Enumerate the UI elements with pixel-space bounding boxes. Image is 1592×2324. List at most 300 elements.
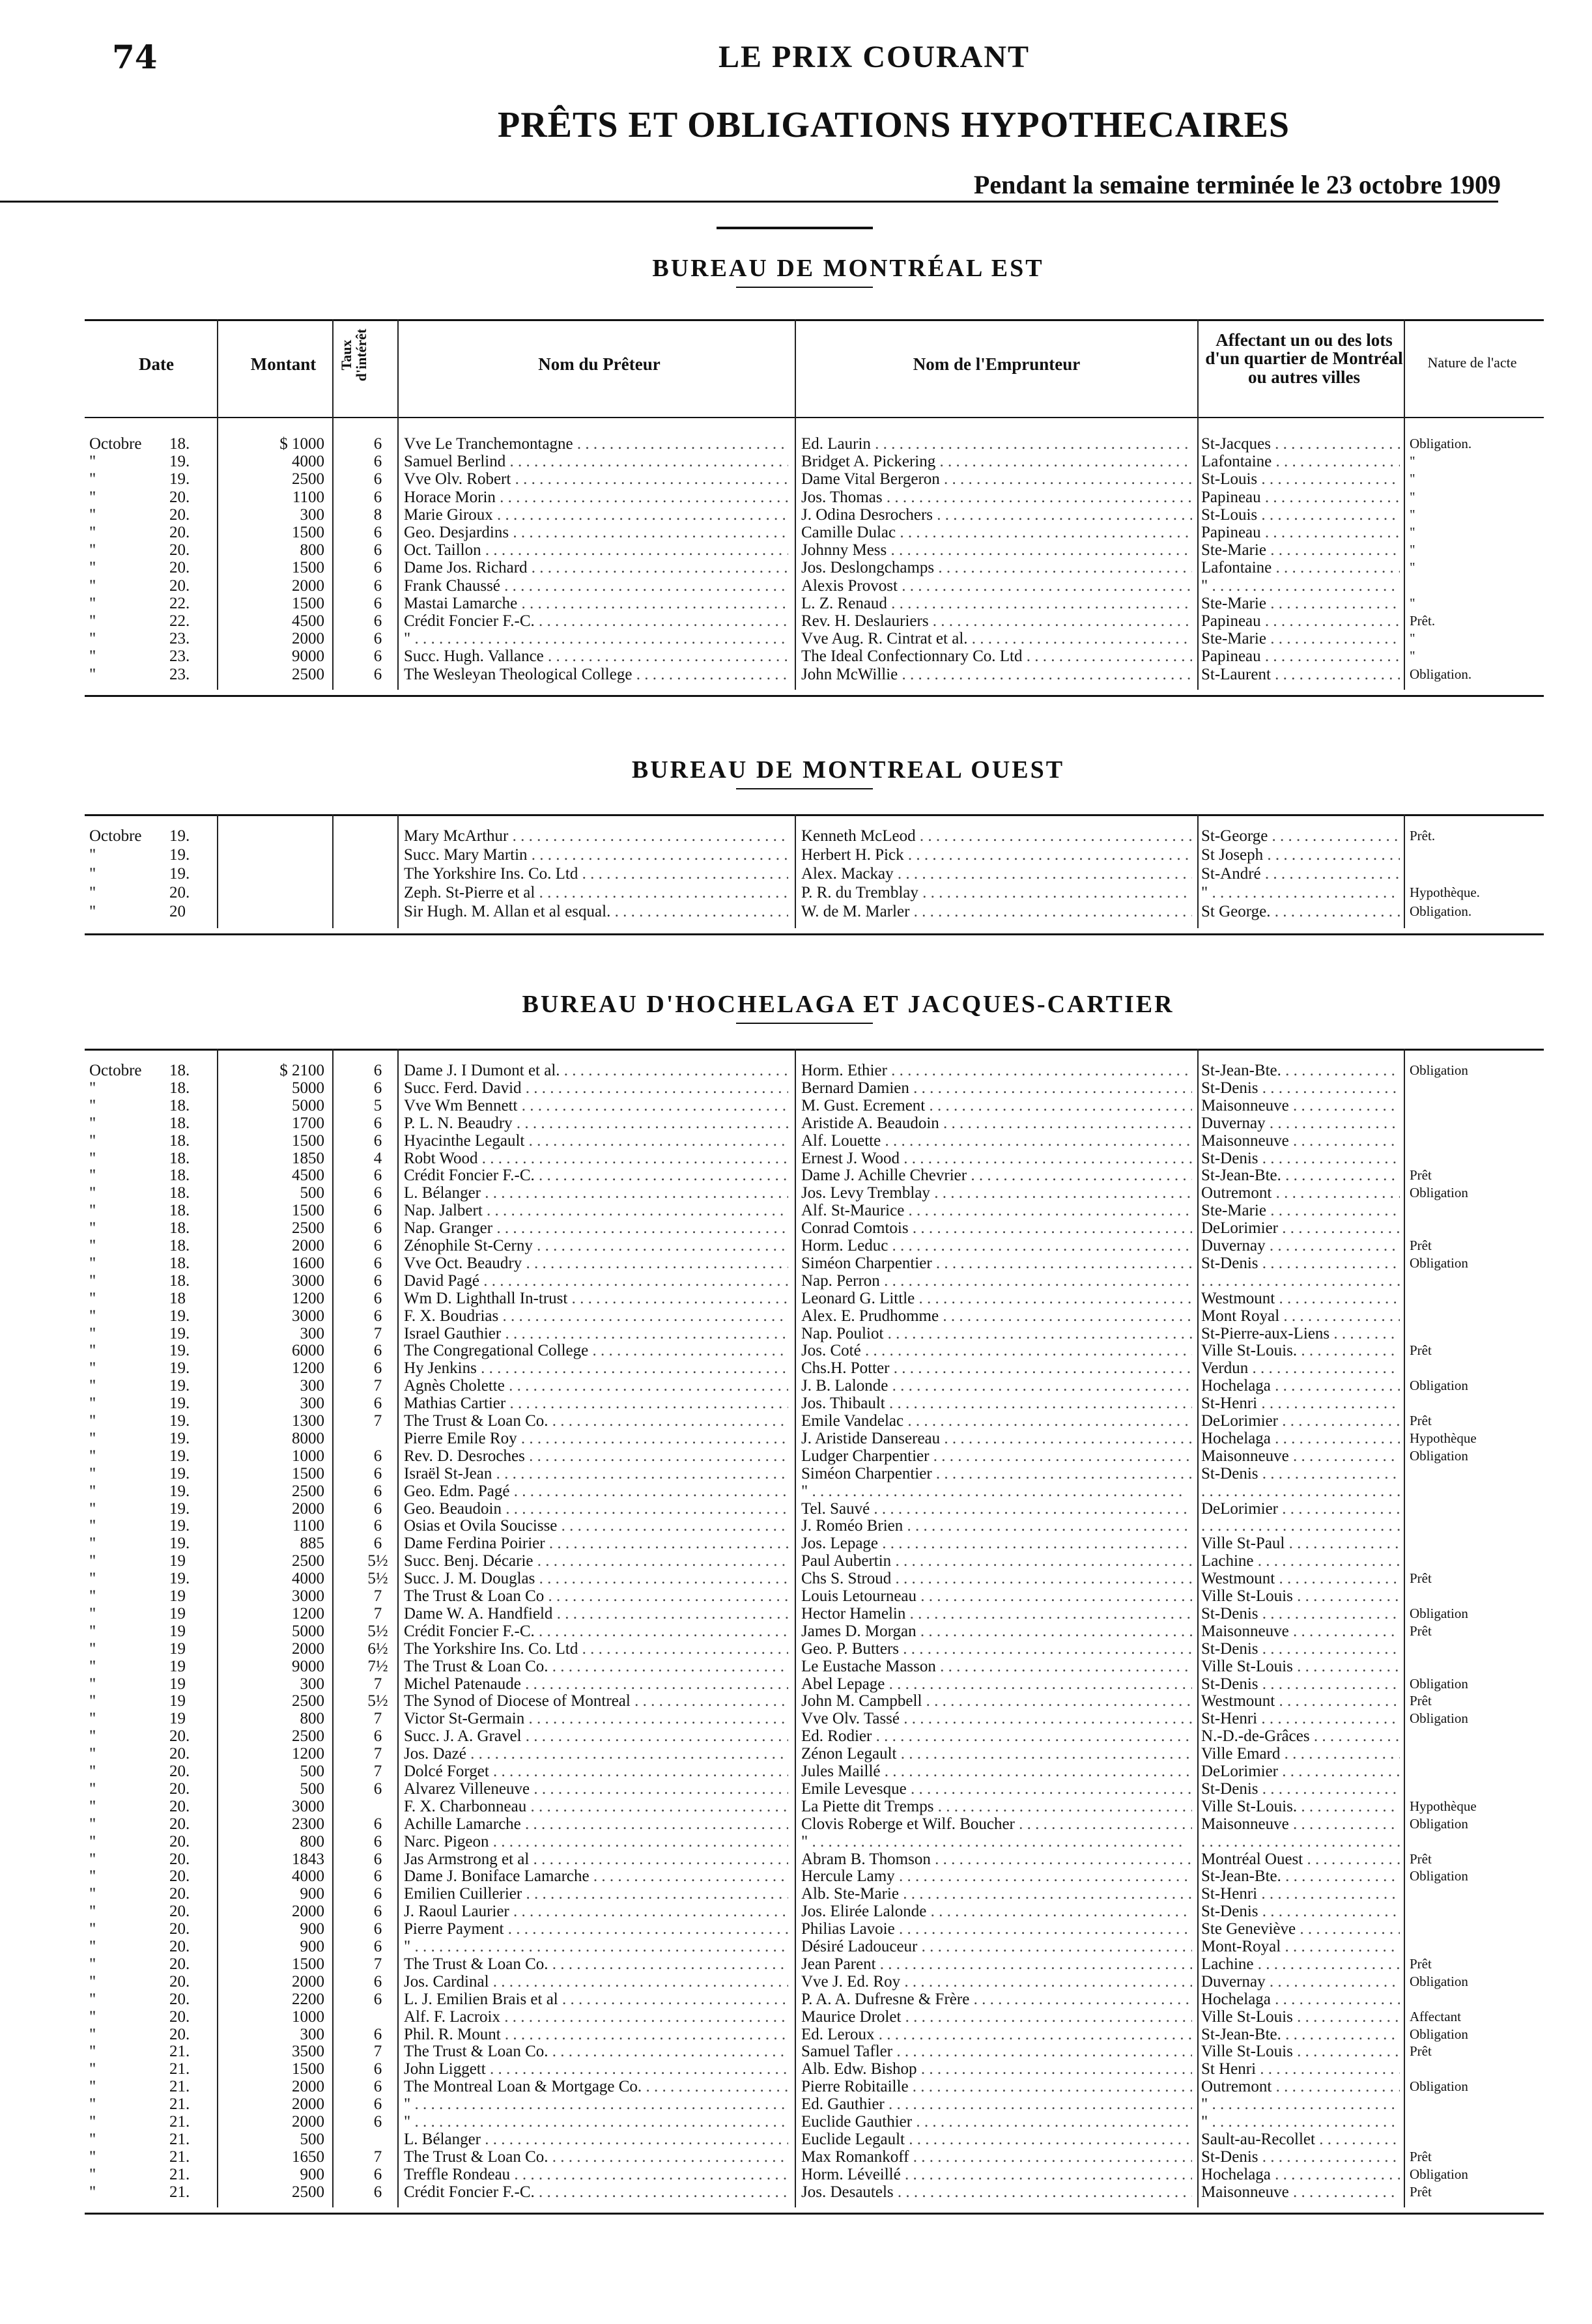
date-month: "	[89, 1675, 96, 1693]
lender-name: The Trust & Loan Co. . . .	[404, 2043, 788, 2060]
lender-name: Hyacinthe Legault . . .	[404, 1132, 788, 1150]
table-row	[0, 453, 1592, 470]
borrower-name: P. R. du Tremblay . . .	[801, 884, 1192, 901]
amount: 300	[300, 1395, 324, 1413]
lender-name: Marie Giroux . . .	[404, 506, 788, 524]
interest-rate: 7	[373, 2147, 382, 2166]
borrower-name: Ludger Charpentier . . .	[801, 1447, 1192, 1465]
date-month: "	[89, 1377, 96, 1395]
location: " . . .	[1201, 2095, 1400, 2113]
table-row	[0, 1412, 1592, 1430]
amount: 2000	[292, 1903, 324, 1921]
location: St-Henri . . .	[1201, 1885, 1400, 1903]
amount: 1500	[292, 2060, 324, 2078]
date-day: 20.	[169, 1815, 190, 1833]
borrower-name: Horm. Ethier . . .	[801, 1062, 1192, 1079]
table-row	[0, 506, 1592, 524]
interest-rate: 7	[373, 1763, 382, 1780]
borrower-name: Vve Olv. Tassé . . .	[801, 1710, 1192, 1727]
interest-rate: 6	[373, 435, 382, 453]
interest-rate: 5½	[367, 1570, 388, 1588]
date-day: 21.	[169, 2043, 190, 2061]
interest-rate: 6	[373, 1885, 382, 1903]
date-day: 21.	[169, 2130, 190, 2148]
deed-nature: Obligation	[1410, 1815, 1468, 1832]
lender-name: Zeph. St-Pierre et al . . .	[404, 884, 788, 901]
date-day: 19.	[169, 1377, 190, 1395]
date-day: 19	[169, 1639, 186, 1658]
amount: 9000	[292, 647, 324, 666]
interest-rate: 6	[373, 1920, 382, 1938]
table-row	[0, 1377, 1592, 1395]
lender-name: Dame Ferdina Poirier . . .	[404, 1535, 788, 1552]
table-row	[0, 1710, 1592, 1727]
interest-rate: 6	[373, 594, 382, 612]
borrower-name: Euclide Gauthier . . .	[801, 2113, 1192, 2131]
lender-name: The Trust & Loan Co . . .	[404, 1587, 788, 1605]
borrower-name: J. Odina Desrochers . . .	[801, 506, 1192, 524]
location: St-Jean-Bte. . . .	[1201, 1867, 1400, 1885]
borrower-name: The Ideal Confectionnary Co. Ltd . . .	[801, 647, 1192, 665]
amount: 4000	[292, 453, 324, 471]
borrower-name: Jos. Coté . . .	[801, 1342, 1192, 1359]
table-row	[0, 1535, 1592, 1552]
table-row	[0, 1920, 1592, 1938]
date-month: "	[89, 559, 96, 577]
amount: 900	[300, 2165, 324, 2183]
borrower-name: Aristide A. Beaudoin . . .	[801, 1114, 1192, 1132]
location: DeLorimier . . .	[1201, 1412, 1400, 1430]
borrower-name: Camille Dulac . . .	[801, 524, 1192, 541]
location: Maisonneuve . . .	[1201, 2183, 1400, 2201]
table-row	[0, 1605, 1592, 1623]
date-month: Octobre	[89, 435, 142, 453]
amount: 1700	[292, 1114, 324, 1132]
interest-rate: 6	[373, 1972, 382, 1991]
table-row	[0, 1885, 1592, 1903]
deed-nature: "	[1410, 471, 1415, 487]
date-month: "	[89, 1622, 96, 1640]
location: St Joseph . . .	[1201, 846, 1400, 864]
date-day: 20.	[169, 1797, 190, 1815]
table-row	[0, 1079, 1592, 1097]
interest-rate: 6	[373, 1727, 382, 1746]
lender-name: Samuel Berlind . . .	[404, 453, 788, 470]
table-row	[0, 865, 1592, 883]
date-day: 19	[169, 1710, 186, 1728]
deed-nature: "	[1410, 595, 1415, 611]
table-bottom-rule	[85, 933, 1544, 935]
location: " . . .	[1201, 577, 1400, 595]
date-month: "	[89, 1167, 96, 1185]
journal-title: LE PRIX COURANT	[718, 40, 1031, 74]
interest-rate: 6	[373, 647, 382, 666]
borrower-name: Jean Parent . . .	[801, 1955, 1192, 1973]
location: Lafontaine . . .	[1201, 559, 1400, 576]
borrower-name: Zénon Legault . . .	[801, 1745, 1192, 1763]
location: Maisonneuve . . .	[1201, 1815, 1400, 1833]
borrower-name: Horm. Léveillé . . .	[801, 2166, 1192, 2183]
interest-rate: 6	[373, 1271, 382, 1290]
location: Lafontaine . . .	[1201, 453, 1400, 470]
lender-name: Agnès Cholette . . .	[404, 1377, 788, 1395]
amount: 2000	[292, 2113, 324, 2131]
date-month: "	[89, 1552, 96, 1570]
location: Maisonneuve . . .	[1201, 1623, 1400, 1640]
location: " . . .	[1201, 884, 1400, 901]
borrower-name: Johnny Mess . . .	[801, 541, 1192, 559]
date-day: 20.	[169, 524, 190, 541]
location: St-Denis . . .	[1201, 1675, 1400, 1693]
table-row	[0, 1395, 1592, 1412]
amount: 2000	[292, 1499, 324, 1518]
amount: 1500	[292, 1131, 324, 1150]
interest-rate: 6	[373, 1307, 382, 1325]
amount: 900	[300, 1885, 324, 1903]
page-number: 74	[112, 38, 158, 76]
date-month: "	[89, 2113, 96, 2131]
deed-nature: Prêt	[1410, 1623, 1432, 1639]
borrower-name: Ed. Leroux . . .	[801, 2026, 1192, 2043]
date-month: "	[89, 1412, 96, 1430]
deed-nature: Obligation	[1410, 1675, 1468, 1692]
borrower-name: Maurice Drolet . . .	[801, 2008, 1192, 2026]
date-month: "	[89, 1254, 96, 1272]
location	[1201, 1833, 1400, 1850]
location: Ste-Marie . . .	[1201, 595, 1400, 612]
date-month: "	[89, 647, 96, 666]
borrower-name: J. Aristide Dansereau . . .	[801, 1430, 1192, 1447]
location: Papineau . . .	[1201, 612, 1400, 630]
date-day: 18.	[169, 1149, 190, 1167]
borrower-name: Vve Aug. R. Cintrat et al. . . .	[801, 630, 1192, 647]
interest-rate: 6	[373, 1237, 382, 1254]
date-month: "	[89, 1079, 96, 1097]
table-row	[0, 1640, 1592, 1658]
table-row	[0, 1973, 1592, 1991]
table-row	[0, 1307, 1592, 1325]
lender-name: Mathias Cartier . . .	[404, 1395, 788, 1412]
date-month: "	[89, 1184, 96, 1202]
table-row	[0, 2131, 1592, 2148]
date-month: "	[89, 1131, 96, 1150]
date-month: "	[89, 1482, 96, 1500]
interest-rate: 6	[373, 453, 382, 471]
amount: $ 2100	[279, 1062, 324, 1079]
location: St-Henri . . .	[1201, 1395, 1400, 1412]
table-row	[0, 559, 1592, 576]
lender-name: Hy Jenkins . . .	[404, 1359, 788, 1377]
lender-name: Geo. Beaudoin . . .	[404, 1500, 788, 1518]
date-month: "	[89, 1920, 96, 1938]
table-row	[0, 1114, 1592, 1132]
amount: 1200	[292, 1745, 324, 1763]
lender-name: Jas Armstrong et al . . .	[404, 1850, 788, 1868]
date-day: 18.	[169, 1096, 190, 1114]
date-month: "	[89, 1815, 96, 1833]
borrower-name: J. B. Lalonde . . .	[801, 1377, 1192, 1395]
borrower-name: Philias Lavoie . . .	[801, 1920, 1192, 1938]
interest-rate: 6	[373, 1359, 382, 1378]
location: St-Denis . . .	[1201, 1605, 1400, 1623]
date-month: "	[89, 576, 96, 595]
date-month: "	[89, 1710, 96, 1728]
amount: 300	[300, 1324, 324, 1342]
header-emprunteur: Nom de l'Emprunteur	[913, 354, 1081, 374]
date-day: 18.	[169, 1079, 190, 1097]
date-month: "	[89, 2043, 96, 2061]
lender-name: Succ. Hugh. Vallance . . .	[404, 647, 788, 665]
interest-rate: 6	[373, 1079, 382, 1097]
amount: 1650	[292, 2147, 324, 2166]
date-day: 19.	[169, 453, 190, 471]
deed-nature: Prêt	[1410, 1850, 1432, 1867]
date-day: 18.	[169, 1131, 190, 1150]
date-day: 20.	[169, 2007, 190, 2026]
interest-rate: 7	[373, 1587, 382, 1605]
date-month: "	[89, 1657, 96, 1675]
date-day: 20.	[169, 1867, 190, 1886]
date-day: 19.	[169, 865, 190, 883]
lender-name: Mastai Lamarche . . .	[404, 595, 788, 612]
borrower-name: L. Z. Renaud . . .	[801, 595, 1192, 612]
interest-rate: 6	[373, 488, 382, 506]
date-month: "	[89, 1237, 96, 1254]
header-bottom-rule	[85, 417, 1544, 418]
date-month: "	[89, 1289, 96, 1307]
lender-name: Victor St-Germain . . .	[404, 1710, 788, 1727]
table-row	[0, 1500, 1592, 1518]
date-month: "	[89, 541, 96, 560]
table-row	[0, 2113, 1592, 2131]
amount: 900	[300, 1938, 324, 1955]
lender-name: Frank Chaussé . . .	[404, 577, 788, 595]
borrower-name: W. de M. Marler . . .	[801, 903, 1192, 920]
borrower-name: Clovis Roberge et Wilf. Boucher . . .	[801, 1815, 1192, 1833]
interest-rate: 6	[373, 2095, 382, 2114]
amount: 1500	[292, 1955, 324, 1973]
location: St-George . . .	[1201, 827, 1400, 845]
date-day: 21.	[169, 2183, 190, 2201]
lender-name: Nap. Granger . . .	[404, 1219, 788, 1237]
location: St-Denis . . .	[1201, 1079, 1400, 1097]
date-month: "	[89, 1885, 96, 1903]
interest-rate: 6	[373, 2183, 382, 2201]
date-month: "	[89, 2025, 96, 2043]
amount: 300	[300, 1377, 324, 1395]
table-row	[0, 827, 1592, 845]
location: St-André . . .	[1201, 865, 1400, 883]
table-bottom-rule	[85, 2213, 1544, 2215]
deed-nature: Hypothèque	[1410, 1430, 1477, 1446]
amount: 2300	[292, 1815, 324, 1833]
deed-nature: Prêt	[1410, 1167, 1432, 1183]
lender-name: Dame J. Boniface Lamarche . . .	[404, 1867, 788, 1885]
lender-name: Narc. Pigeon . . .	[404, 1833, 788, 1850]
header-nature: Nature de l'acte	[1427, 354, 1517, 371]
table-row	[0, 2166, 1592, 2183]
interest-rate: 6	[373, 1289, 382, 1307]
lender-name: Alf. F. Lacroix . . .	[404, 2008, 788, 2026]
borrower-name: Jos. Lepage . . .	[801, 1535, 1192, 1552]
location: Mont Royal . . .	[1201, 1307, 1400, 1325]
date-day: 18.	[169, 1254, 190, 1272]
location: Ville St-Paul . . .	[1201, 1535, 1400, 1552]
table-row	[0, 1219, 1592, 1237]
date-month: "	[89, 2183, 96, 2201]
borrower-name: Louis Letourneau . . .	[801, 1587, 1192, 1605]
lender-name: Vve Olv. Robert . . .	[404, 470, 788, 488]
interest-rate: 6	[373, 1342, 382, 1360]
table-row	[0, 1833, 1592, 1850]
lender-name: Emilien Cuillerier . . .	[404, 1885, 788, 1903]
table-row	[0, 630, 1592, 647]
borrower-name: M. Gust. Ecrement . . .	[801, 1097, 1192, 1114]
amount: 2500	[292, 470, 324, 489]
location: Hochelaga . . .	[1201, 1430, 1400, 1447]
date-day: 21.	[169, 2060, 190, 2078]
deed-nature: Affectant	[1410, 2008, 1461, 2024]
location: Hochelaga . . .	[1201, 1377, 1400, 1395]
location: Outremont . . .	[1201, 1184, 1400, 1202]
interest-rate: 6	[373, 2025, 382, 2043]
date-month: "	[89, 1604, 96, 1623]
amount: 2000	[292, 630, 324, 648]
table-row	[0, 1675, 1592, 1693]
lender-name: L. Bélanger . . .	[404, 2131, 788, 2148]
location: Duvernay . . .	[1201, 1237, 1400, 1254]
amount: 1100	[292, 488, 324, 506]
deed-nature: Prêt	[1410, 2043, 1432, 2060]
borrower-name: Jos. Thibault . . .	[801, 1395, 1192, 1412]
date-month: "	[89, 1517, 96, 1535]
lender-name: The Montreal Loan & Mortgage Co. . . .	[404, 2078, 788, 2095]
date-month: "	[89, 1202, 96, 1220]
location: Westmount . . .	[1201, 1290, 1400, 1307]
borrower-name: Ernest J. Wood . . .	[801, 1150, 1192, 1167]
deed-nature: "	[1410, 542, 1415, 558]
lender-name: P. L. N. Beaudry . . .	[404, 1114, 788, 1132]
deed-nature: Prêt.	[1410, 613, 1436, 629]
borrower-name: John M. Campbell . . .	[801, 1692, 1192, 1710]
borrower-name: Pierre Robitaille . . .	[801, 2078, 1192, 2095]
lender-name: Nap. Jalbert . . .	[404, 1202, 788, 1219]
interest-rate: 7	[373, 1412, 382, 1430]
amount: 1500	[292, 559, 324, 577]
date-day: 19.	[169, 1570, 190, 1588]
deed-nature: Obligation	[1410, 1378, 1468, 1394]
table-row	[0, 1623, 1592, 1640]
date-month: "	[89, 1779, 96, 1798]
location: Duvernay . . .	[1201, 1114, 1400, 1132]
interest-rate: 4	[373, 1149, 382, 1167]
location: St-Denis . . .	[1201, 1150, 1400, 1167]
page-title: PRÊTS ET OBLIGATIONS HYPOTHECAIRES	[497, 105, 1290, 145]
deed-nature: Obligation	[1410, 2078, 1468, 2095]
lender-name: Treffle Rondeau . . .	[404, 2166, 788, 2183]
interest-rate: 6	[373, 1447, 382, 1465]
location: St-Jean-Bte. . . .	[1201, 1167, 1400, 1184]
amount: 1100	[292, 1517, 324, 1535]
table-bottom-rule	[85, 695, 1544, 697]
interest-rate: 7	[373, 1377, 382, 1395]
location: St-Louis . . .	[1201, 470, 1400, 488]
date-day: 19	[169, 1552, 186, 1570]
location	[1201, 1517, 1400, 1535]
date-day: 23.	[169, 647, 190, 666]
date-day: 19.	[169, 470, 190, 489]
location: St-Henri . . .	[1201, 1710, 1400, 1727]
amount: 2000	[292, 2078, 324, 2096]
interest-rate: 5½	[367, 1692, 388, 1710]
table-row	[0, 2148, 1592, 2166]
borrower-name: Alb. Ste-Marie . . .	[801, 1885, 1192, 1903]
table-row	[0, 1325, 1592, 1342]
lender-name: The Yorkshire Ins. Co. Ltd . . .	[404, 865, 788, 883]
table-row	[0, 1184, 1592, 1202]
table-row	[0, 1850, 1592, 1868]
table-top-rule	[85, 319, 1544, 321]
borrower-name: Siméon Charpentier . . .	[801, 1465, 1192, 1482]
lender-name: Geo. Desjardins . . .	[404, 524, 788, 541]
deed-nature: "	[1410, 489, 1415, 505]
table-row	[0, 1780, 1592, 1798]
date-day: 20.	[169, 559, 190, 577]
borrower-name: Emile Vandelac . . .	[801, 1412, 1192, 1430]
interest-rate: 6	[373, 541, 382, 560]
date-month: "	[89, 2165, 96, 2183]
amount: 1600	[292, 1254, 324, 1272]
table-row	[0, 612, 1592, 630]
table-row	[0, 2078, 1592, 2095]
borrower-name: Jos. Levy Tremblay . . .	[801, 1184, 1192, 1202]
interest-rate: 6	[373, 1202, 382, 1220]
interest-rate: 6	[373, 2165, 382, 2183]
deed-nature: Prêt	[1410, 1955, 1432, 1972]
location: Ste-Marie . . .	[1201, 630, 1400, 647]
date-day: 20.	[169, 1763, 190, 1780]
lender-name: Pierre Emile Roy . . .	[404, 1430, 788, 1447]
date-day: 20.	[169, 1727, 190, 1746]
date-month: "	[89, 1342, 96, 1360]
borrower-name: Alf. Louette . . .	[801, 1132, 1192, 1150]
amount: 500	[300, 1184, 324, 1202]
borrower-name: Nap. Pouliot . . .	[801, 1325, 1192, 1342]
table-row	[0, 1465, 1592, 1482]
amount: 4000	[292, 1570, 324, 1588]
section-title-rule	[736, 287, 873, 288]
date-day: 19	[169, 1622, 186, 1640]
amount: 1000	[292, 2007, 324, 2026]
lender-name: Zénophile St-Cerny . . .	[404, 1237, 788, 1254]
header-preteur: Nom du Prêteur	[538, 354, 661, 374]
section-title-rule	[736, 1023, 873, 1024]
header-date: Date	[139, 354, 174, 374]
borrower-name: Kenneth McLeod . . .	[801, 827, 1192, 845]
table-row	[0, 1955, 1592, 1973]
borrower-name: Alex. Mackay . . .	[801, 865, 1192, 883]
borrower-name: La Piette dit Tremps . . .	[801, 1798, 1192, 1815]
interest-rate: 6	[373, 1062, 382, 1079]
lender-name: Robt Wood . . .	[404, 1150, 788, 1167]
location: St-Denis . . .	[1201, 1640, 1400, 1658]
borrower-name: Alexis Provost . . .	[801, 577, 1192, 595]
amount: 3500	[292, 2043, 324, 2061]
lender-name: L. J. Emilien Brais et al . . .	[404, 1991, 788, 2008]
borrower-name: Alb. Edw. Bishop . . .	[801, 2060, 1192, 2078]
location: Ville St-Louis. . . .	[1201, 1342, 1400, 1359]
header-affectant: Affectant un ou des lots d'un quartier de Montréal ou autres villes	[1205, 330, 1403, 387]
